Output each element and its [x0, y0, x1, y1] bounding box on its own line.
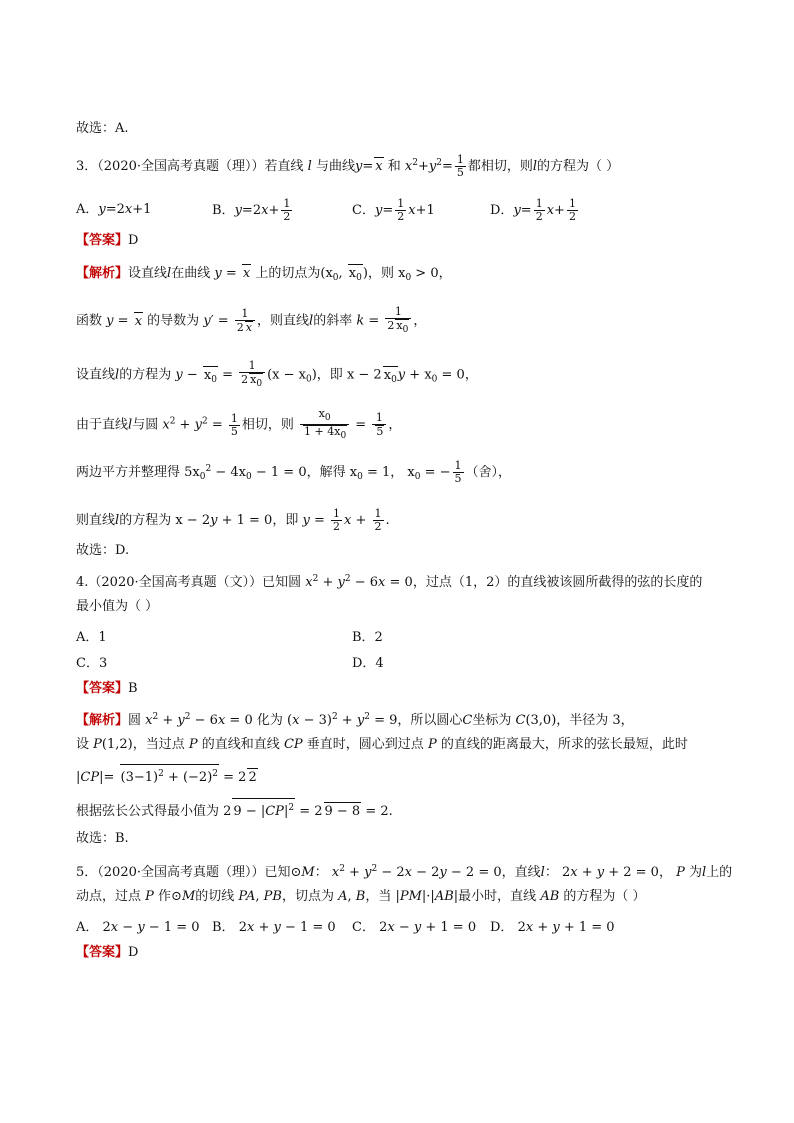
- q4-solution-line-1: 【解析】圆 $x^2 + y^2 - 6x = 0$ 化为 $(x - 3)^2 + y^2 = 9$，所以圆心C坐标为 C(3,0)，半径为 3，: [76, 712, 634, 728]
- q5-option-a: A． 2x − y − 1 = 0: [76, 920, 200, 935]
- q3-final-choice: 故选：D.: [76, 543, 130, 558]
- answer-choice-line: 故选：A.: [76, 121, 129, 136]
- q4-solution-line-3: $|CP|= (3-1)^2 + (-2)^2 = 2$ 2: [76, 764, 258, 787]
- q4-final-choice: 故选：B.: [76, 831, 129, 846]
- q3-solution-line-5: 两边平方并整理得 $5x_0^2 - 4x_0 - 1 = 0$，解得 $x_0 = 1$， $x_0$ = − $\frac{1}{5}$ （舍），: [76, 459, 512, 485]
- question-4-stem: 4.（2020·全国高考真题（文））已知圆 $x^2 + y^2 - 6x = 0$，过点（1，2）的直线被该圆所截得的弦的长度的: [76, 574, 703, 590]
- question-3-stem: 3．（2020·全国高考真题（理））若直线 l 与曲线y= x 和 $x^2+y^2=$ $\frac{1}{5}$ 都相切，则l的方程为（ ）: [76, 153, 620, 179]
- q5-option-b: B． 2x + y − 1 = 0: [212, 920, 336, 935]
- q5-option-d: D． 2x + y + 1 = 0: [490, 920, 615, 935]
- q4-option-b: B．2: [352, 630, 383, 645]
- q3-option-c: C．y= $\frac{1}{2}$ x+1: [352, 197, 435, 223]
- q3-option-a: A．y=2x+1: [76, 202, 152, 217]
- question-5-stem: 5．（2020·全国高考真题（理））已知⊙M： $x^2 + y^2 - 2x - 2y - 2 = 0$，直线l： 2x + y + 2 = 0， P 为l上的: [76, 864, 733, 880]
- q4-option-c: C．3: [76, 656, 108, 671]
- q3-solution-line-6: 则直线l的方程为 x − 2y + 1 = 0，即 y = $\frac{1}{2}$ x + $\frac{1}{2}$ .: [76, 507, 390, 533]
- q3-solution-line-4: 由于直线l与圆 $x^2 + y^2$ = $\frac{1}{5}$ 相切，则 $\frac{x_0}{1 + 4x_0}$ = $\frac{1}{5}$ ，: [76, 407, 402, 441]
- q4-option-a: A．1: [76, 630, 107, 645]
- q3-solution-line-3: 设直线l的方程为 $y - x_0$ = $\frac{1}{2 x_0}$ $(x - x_0)$，即 x − 2 $x_0y + x_0 = 0$，: [76, 359, 478, 389]
- q3-option-b: B．y=2x+ $\frac{1}{2}$: [212, 197, 291, 223]
- q3-answer: 【答案】D: [76, 233, 139, 248]
- q4-solution-line-4: 根据弦长公式得最小值为 2 $9 - |CP|^2 = 2$ 9 − 8 = 2.: [76, 798, 393, 821]
- q4-solution-line-2: 设 P(1,2)，当过点 P 的直线和直线 CP 垂直时，圆心到过点 P 的直线的距离最大，所求的弦长最短，此时: [76, 737, 688, 752]
- question-4-stem-2: 最小值为（ ）: [76, 599, 159, 614]
- q5-answer: 【答案】D: [76, 945, 139, 960]
- q5-option-c: C． 2x − y + 1 = 0: [352, 920, 477, 935]
- q3-option-d: D．y= $\frac{1}{2}$ x+ $\frac{1}{2}$: [490, 197, 576, 223]
- q4-answer: 【答案】B: [76, 681, 138, 696]
- question-5-stem-2: 动点，过点 P 作⊙M的切线 PA, PB，切点为 A, B，当 |PM|·|AB|最小时，直线 AB 的方程为（ ）: [76, 889, 646, 904]
- q3-solution-line-1: 【解析】设直线l在曲线 y = x 上的切点为($x_0$, $x_0$)，则 $x_0 > 0$，: [76, 264, 452, 287]
- q4-option-d: D．4: [352, 656, 384, 671]
- q3-solution-line-2: 函数 y = x 的导数为 y′ = $\frac{1}{2 x}$ ，则直线l的斜率 k = $\frac{1}{2 x_0}$ ，: [76, 305, 427, 335]
